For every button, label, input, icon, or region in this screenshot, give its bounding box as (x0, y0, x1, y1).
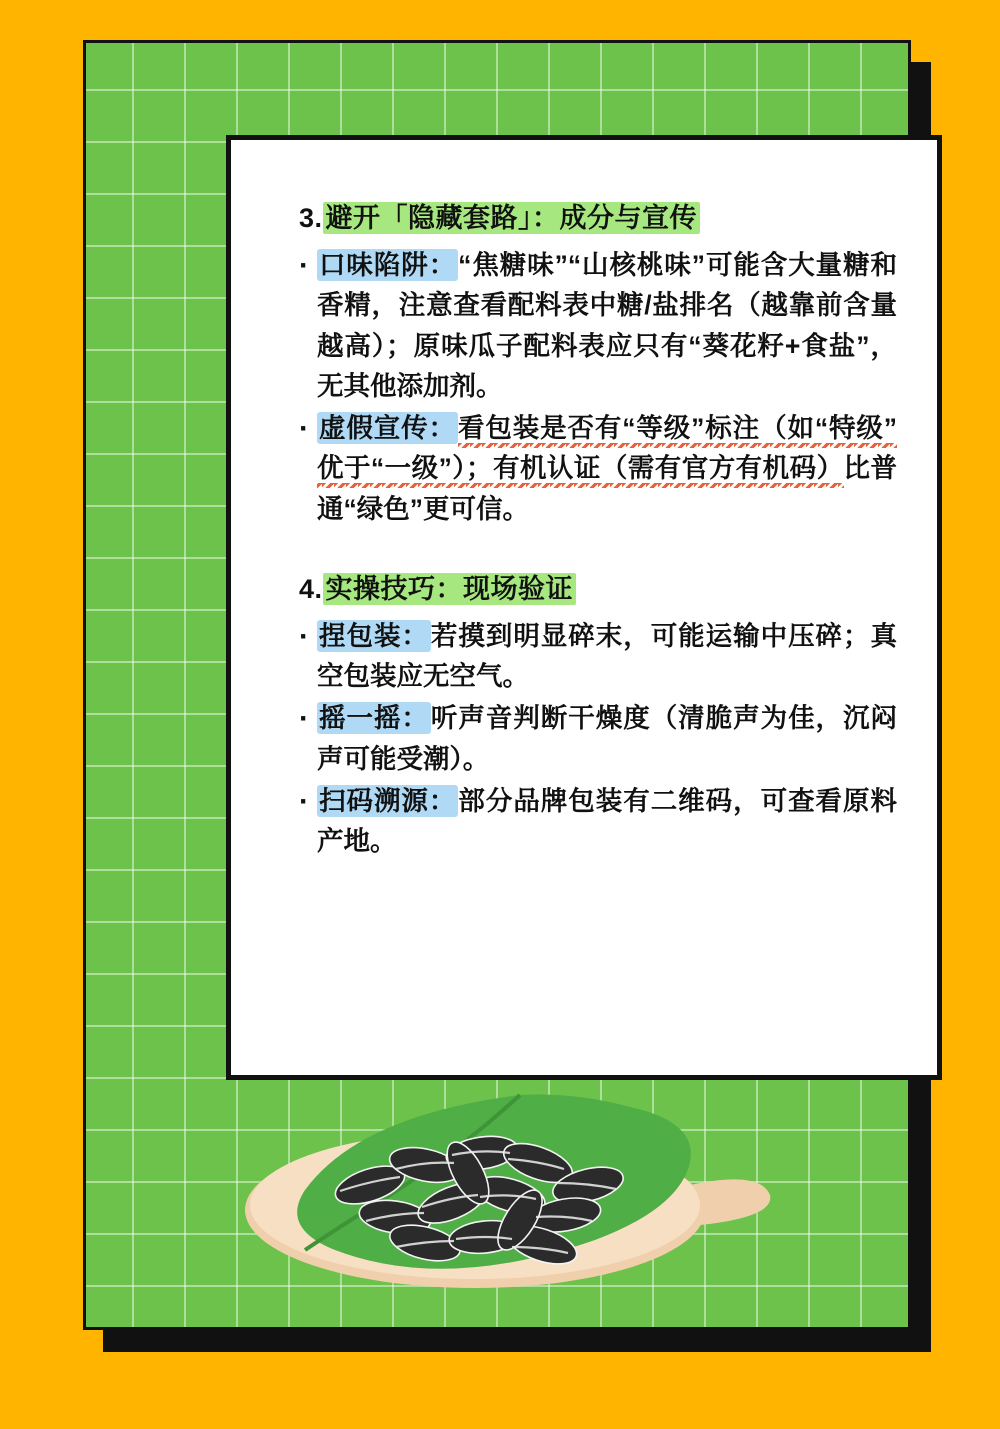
section-4-title: 实操技巧：现场验证 (323, 573, 577, 605)
bullet-false-advertising-text-emphasis: 看包装是否有“等级”标注（如“特级”优于“一级”）；有机认证（需有官方有机码） (317, 413, 897, 488)
white-note-card (226, 135, 942, 1080)
bullet-shake-label: 摇一摇： (319, 703, 429, 734)
bullet-false-advertising-label: 虚假宣传： (319, 413, 456, 444)
section-3-number: 3. (299, 203, 323, 233)
section-spacer (271, 537, 897, 567)
section-3-bullets (271, 245, 897, 529)
bullet-scan-qr-label: 扫码溯源： (319, 785, 457, 816)
section-4-heading (299, 567, 897, 606)
bullet-false-advertising (271, 408, 897, 529)
section-3 (271, 196, 897, 529)
bullet-squeeze-package (271, 616, 897, 697)
bullet-scan-qr-text: 部分品牌包装有二维码，可查看原料产地。 (317, 785, 897, 857)
bullet-shake-text: 听声音判断干燥度（清脆声为佳，沉闷声可能受潮）。 (317, 703, 898, 774)
bullet-taste-trap (271, 245, 897, 406)
bullet-squeeze-package-text: 若摸到明显碎末，可能运输中压碎；真空包装应无空气。 (317, 620, 898, 692)
bullet-squeeze-package-label: 捏包装： (319, 620, 429, 651)
note-content (231, 140, 937, 1075)
section-3-heading (299, 196, 897, 235)
bullet-taste-trap-text: “焦糖味”“山核桃味”可能含大量糖和香精，注意查看配料表中糖/盐排名（越靠前含量越高）；原味瓜子配料表应只有“葵花籽+食盐”，无其他添加剂。 (317, 250, 898, 401)
section-4 (271, 567, 897, 862)
bullet-shake (271, 698, 897, 779)
bullet-false-advertising-text-rest: 比普通“绿色”更可信。 (317, 453, 898, 524)
section-4-bullets (271, 616, 897, 862)
section-3-title: 避开「隐藏套路」：成分与宣传 (323, 202, 701, 234)
bullet-scan-qr (271, 781, 897, 862)
bullet-taste-trap-label: 口味陷阱： (319, 250, 457, 280)
sunflower-seeds-illustration (220, 1045, 780, 1305)
section-4-number: 4. (299, 573, 323, 604)
